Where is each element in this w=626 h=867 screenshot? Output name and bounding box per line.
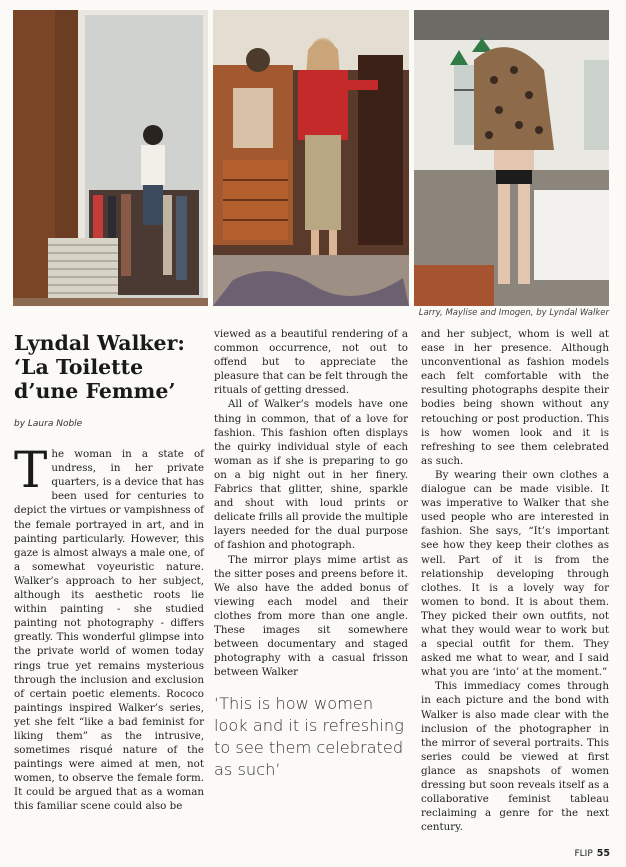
paragraph-7: This immediacy comes through in each picture and the bond with Walker is also made clear with the inclusion of the photographer in the mirror of several portraits. This series could be viewed at first glance as snapshots of women dressing but soon reveals itself as a collaborative feminist tableau reclaiming a genre for the next century.	[421, 680, 609, 834]
photo-bedroom-red-cardigan	[213, 10, 409, 306]
title-line-3: d’une Femme’	[14, 379, 176, 403]
photo-mirror-portrait	[13, 10, 208, 306]
drop-cap: T	[14, 441, 48, 500]
paragraph-5: and her subject, whom is well at ease in her presence. Although unconventional as fashion models each felt comfortable with the resulting photographs despite their bodies being shown without any retouching or post production. This is how women look and it is refreshing to see them celebrated as such.	[421, 328, 609, 467]
photo-leopard-dress	[414, 10, 609, 306]
article-column-1	[14, 327, 204, 814]
title-line-1: Lyndal Walker:	[14, 331, 185, 355]
paragraph-1	[14, 441, 204, 813]
article-column-2	[214, 327, 408, 781]
paragraph-1-text: he woman in a state of undress, in her private quarters, is a device that has been used for centuries to depict the virtues or vampishness of the female portrayed in art, and in painting particularly. However, this gaze is almost always a male one, of a somewhat voyeuristic nature. Walker’s approach to her subject, although its aesthetic roots lie within painting - she studied painting not photography - differs greatly. This wonderful glimpse into the private world of women today rings true yet remains mysterious through the inclusion and exclusion of certain poetic elements. Rococo paintings inspired Walker’s series, yet she felt “like a bad feminist for liking them” as the intrusive, sometimes risqué nature of the paintings were aimed at men, not women, to observe the female form. It could be argued that as a woman this familiar scene could also be	[14, 448, 204, 813]
magazine-name: FLIP	[574, 849, 593, 859]
pull-quote: ‘This is how women look and it is refreshing to see them celebrated as such’	[214, 694, 404, 780]
paragraph-4: The mirror plays mime artist as the sitter poses and preens before it. We also have the added bonus of viewing each model and their clothes from more than one angle. These images sit somewhere between documentary and staged photography with a casual frisson between Walker	[214, 553, 408, 679]
paragraph-6: By wearing their own clothes a dialogue can be made visible. It was imperative to Walker that she used people who are interested in fashion. She says, “It’s important see how they keep their clothes as well. Part of it is from the relationship developing through clothes. It is a lovely way for women to bond. It is about them. They picked their own outfits, not what they would wear to work but a special outfit for them. They asked me what to wear, and I said what you are ‘into’ at the moment.”	[421, 468, 609, 679]
photo-caption: Larry, Maylise and Imogen, by Lyndal Walker	[418, 308, 609, 318]
page-number: 55	[596, 848, 610, 859]
paragraph-3: All of Walker’s models have one thing in common, that of a love for fashion. This fashion often displays the quirky individual style of each woman as if she is preparing to go on a big night out in her finery. Fabrics that glitter, shine, sparkle and shout with loud prints or delicate frills all provide the multiple layers needed for the dual purpose of fashion and photograph.	[214, 398, 408, 552]
page-footer	[574, 848, 610, 859]
title-line-2: ‘La Toilette	[14, 355, 144, 379]
paragraph-2: viewed as a beautiful rendering of a common occurrence, not out to offend but to appreciate the pleasure that can be felt through the rituals of getting dressed.	[214, 328, 408, 397]
article-column-3	[421, 327, 609, 834]
article-title	[14, 331, 204, 403]
byline: by Laura Noble	[14, 419, 83, 429]
